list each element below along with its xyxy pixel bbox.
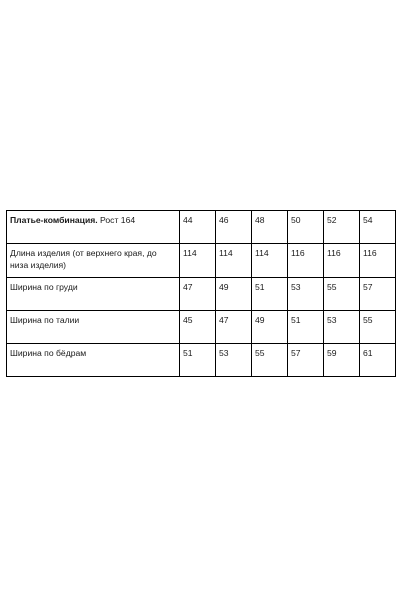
value-cell: 51 <box>288 311 324 344</box>
row-label-cell: Ширина по талии <box>7 311 180 344</box>
value-cell: 49 <box>252 311 288 344</box>
size-header-cell: 54 <box>360 211 396 244</box>
size-header-cell: 46 <box>216 211 252 244</box>
size-header-cell: 52 <box>324 211 360 244</box>
value-cell: 51 <box>180 344 216 377</box>
table-title-cell <box>7 211 180 244</box>
table-row <box>7 311 396 344</box>
value-cell: 116 <box>360 244 396 278</box>
value-cell: 47 <box>216 311 252 344</box>
value-cell: 53 <box>216 344 252 377</box>
value-cell: 45 <box>180 311 216 344</box>
value-cell: 51 <box>252 278 288 311</box>
value-cell: 59 <box>324 344 360 377</box>
value-cell: 53 <box>288 278 324 311</box>
table-row <box>7 344 396 377</box>
size-header-cell: 50 <box>288 211 324 244</box>
value-cell: 116 <box>324 244 360 278</box>
value-cell: 55 <box>252 344 288 377</box>
value-cell: 49 <box>216 278 252 311</box>
size-header-cell: 48 <box>252 211 288 244</box>
value-cell: 55 <box>360 311 396 344</box>
value-cell: 114 <box>252 244 288 278</box>
size-chart-table <box>6 210 396 377</box>
table-header-row <box>7 211 396 244</box>
value-cell: 57 <box>360 278 396 311</box>
value-cell: 57 <box>288 344 324 377</box>
value-cell: 47 <box>180 278 216 311</box>
value-cell: 55 <box>324 278 360 311</box>
row-label-cell: Ширина по груди <box>7 278 180 311</box>
table-title-bold: Платье-комбинация. <box>10 215 98 225</box>
value-cell: 53 <box>324 311 360 344</box>
size-header-cell: 44 <box>180 211 216 244</box>
value-cell: 116 <box>288 244 324 278</box>
table-row <box>7 244 396 278</box>
value-cell: 114 <box>216 244 252 278</box>
table-title-height: Рост 164 <box>97 215 136 225</box>
row-label-cell: Ширина по бёдрам <box>7 344 180 377</box>
table-row <box>7 278 396 311</box>
value-cell: 114 <box>180 244 216 278</box>
row-label-cell: Длина изделия (от верхнего края, до низа изделия) <box>7 244 180 278</box>
value-cell: 61 <box>360 344 396 377</box>
